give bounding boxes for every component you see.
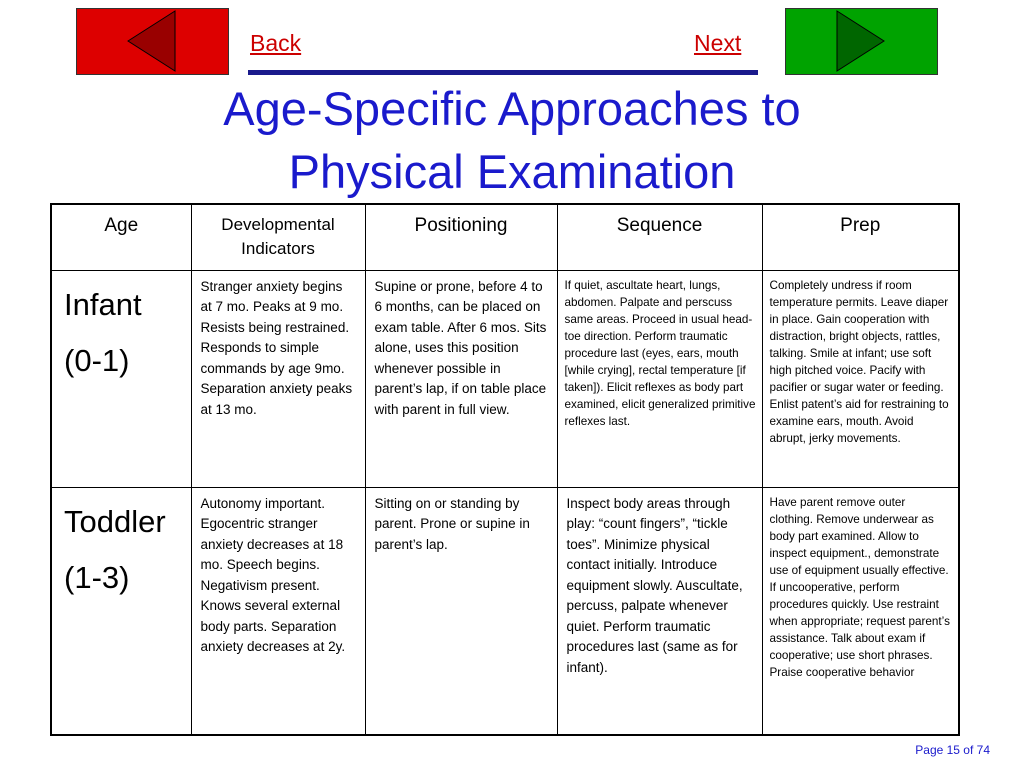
back-button[interactable] [76,8,229,75]
header-positioning: Positioning [365,204,557,270]
developmental-cell: Stranger anxiety begins at 7 mo. Peaks at 9 mo. Resists being restrained. Responds to simple commands by age 9mo. Separation anxiety peaks at 13 mo. [191,270,365,487]
approaches-table [50,203,960,736]
title-divider [248,70,758,75]
back-link[interactable]: Back [250,30,302,56]
developmental-cell: Autonomy important. Egocentric stranger anxiety decreases at 18 mo. Speech begins. Negativism present. Knows several external body parts. Separation anxiety decreases at 2y. [191,487,365,735]
positioning-cell: Sitting on or standing by parent. Prone or supine in parent’s lap. [365,487,557,735]
next-button[interactable] [785,8,938,75]
prep-cell: Completely undress if room temperature permits. Leave diaper in place. Gain cooperation with distraction, bright objects, rattles, talking. Smile at infant; use soft high pitched voice. Pacify with pacifier or sugar water or feeding. Enlist patent’s aid for restraining to examine ears, mouth. Avoid abrupt, jerky movements. [762,270,959,487]
page-number: Page 15 of 74 [915,743,990,757]
header-prep: Prep [762,204,959,270]
age-range: (1-3) [64,559,130,595]
positioning-cell: Supine or prone, before 4 to 6 months, can be placed on exam table. After 6 mos. Sits alone, uses this position whenever possible in parent’s lap, if on table place with parent in full view. [365,270,557,487]
next-link[interactable]: Next [694,30,742,56]
next-arrow-icon [786,9,937,74]
back-arrow-icon [77,9,228,74]
sequence-cell: Inspect body areas through play: “count fingers”, “tickle toes”. Minimize physical contact initially. Introduce equipment slowly. Auscultate, percuss, palpate whenever quiet. Perform traumatic procedures last (same as for infant). [557,487,762,735]
header-age: Age [51,204,191,270]
table-header-row [51,204,959,270]
page-title-line-2: Physical Examination [288,145,736,198]
age-name: Infant [64,286,142,322]
page-title [0,77,1024,203]
age-cell [51,487,191,735]
table-row [51,487,959,735]
sequence-cell: If quiet, ascultate heart, lungs, abdomen. Palpate and perscuss same areas. Proceed in usual head-toe direction. Perform traumatic procedure last (eyes, ears, mouth [while crying], rectal temperature [if taken]). Elicit reflexes as body part examined, elicit generalized primitive reflexes last. [557,270,762,487]
prep-cell: Have parent remove outer clothing. Remove underwear as body part examined. Allow to inspect equipment., demonstrate use of equipment usually effective. If uncooperative, perform procedures quickly. Use restraint when appropriate; request parent’s assistance. Talk about exam if cooperative; use short phrases. Praise cooperative behavior [762,487,959,735]
header-sequence: Sequence [557,204,762,270]
age-cell [51,270,191,487]
age-name: Toddler [64,503,166,539]
header-developmental-indicators: Developmental Indicators [191,204,365,270]
table-row [51,270,959,487]
page-title-line-1: Age-Specific Approaches to [223,82,801,135]
age-range: (0-1) [64,342,130,378]
